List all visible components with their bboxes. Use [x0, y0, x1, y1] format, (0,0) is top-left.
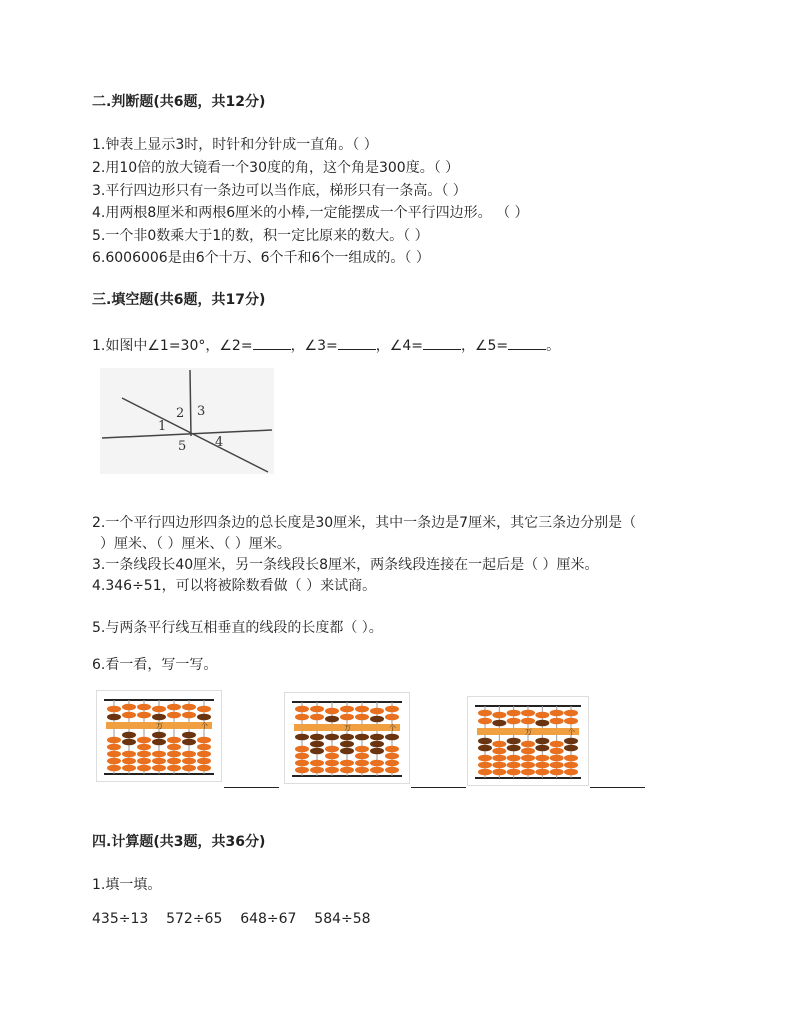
abacus-upper-bead [182, 712, 196, 719]
abacus-upper-bead [521, 718, 535, 725]
abacus-lower-bead [385, 734, 399, 741]
abacus-upper-bead [167, 712, 181, 719]
abacus-lower-bead [492, 755, 506, 762]
abacus-place-label-wan: 万 [525, 728, 532, 736]
abacus-lower-bead [507, 738, 521, 745]
abacus-lower-bead [370, 748, 384, 755]
expression-3: 648÷67 [240, 911, 297, 927]
abacus-lower-bead [478, 762, 492, 769]
abacus-lower-bead [355, 734, 369, 741]
abacus-lower-bead [507, 755, 521, 762]
angle3-blank[interactable] [338, 335, 376, 350]
expression-list [92, 910, 371, 928]
abacus-lower-bead [122, 751, 136, 758]
abacus-lower-bead [137, 744, 151, 751]
abacus-lower-bead [550, 748, 564, 755]
abacus-lower-bead [325, 760, 339, 767]
abacus-lower-bead [182, 758, 196, 765]
abacus-upper-bead [325, 708, 339, 715]
abacus-answer-2[interactable] [411, 787, 466, 788]
expression-4: 584÷58 [314, 911, 371, 927]
abacus-lower-bead [507, 769, 521, 776]
abacus-upper-bead [355, 706, 369, 713]
abacus-lower-bead [325, 753, 339, 760]
abacus-lower-bead [535, 762, 549, 769]
question-2-3: 3.平行四边形只有一条边可以当作底，梯形只有一条高。（ ） [92, 183, 467, 199]
section-2-heading: 二.判断题(共6题，共12分) [92, 94, 266, 110]
abacus-lower-bead [325, 767, 339, 774]
abacus-upper-bead [535, 712, 549, 719]
abacus-lower-bead [550, 762, 564, 769]
angle2-blank[interactable] [253, 335, 291, 350]
abacus-upper-bead [550, 710, 564, 717]
abacus-lower-bead [370, 734, 384, 741]
abacus-lower-bead [167, 751, 181, 758]
abacus-upper-bead [507, 710, 521, 717]
abacus-place-label-ge: 个 [201, 722, 208, 730]
abacus-answer-1[interactable] [224, 787, 279, 788]
abacus-lower-bead [107, 751, 121, 758]
abacus-lower-bead [521, 755, 535, 762]
abacus-lower-bead [182, 751, 196, 758]
abacus-lower-bead [385, 753, 399, 760]
abacus-place-label-wan: 万 [156, 722, 163, 730]
abacus-lower-bead [492, 748, 506, 755]
abacus-upper-bead [122, 712, 136, 719]
q1-text-a: 1.如图中∠1=30°，∠2= [92, 338, 253, 354]
abacus-place-label-ge: 个 [568, 728, 575, 736]
abacus-lower-bead [152, 739, 166, 746]
abacus-upper-bead [182, 704, 196, 711]
abacus-upper-bead [310, 714, 324, 721]
section-3-heading: 三.填空题(共6题，共17分) [92, 292, 266, 308]
abacus-lower-bead [535, 745, 549, 752]
abacus-lower-bead [122, 732, 136, 739]
abacus-upper-bead [564, 718, 578, 725]
question-3-2-line2: ）厘米、（ ）厘米、（ ）厘米。 [100, 536, 291, 552]
abacus-lower-bead [197, 744, 211, 751]
abacus-upper-bead [492, 712, 506, 719]
question-3-6: 6.看一看，写一写。 [92, 657, 218, 673]
abacus-lower-bead [197, 737, 211, 744]
abacus-upper-bead [122, 704, 136, 711]
abacus-upper-bead [137, 712, 151, 719]
abacus-lower-bead [550, 741, 564, 748]
angle-label-3: 3 [197, 404, 206, 419]
q1-text-d: ，∠5= [460, 338, 509, 354]
abacus-lower-bead [167, 744, 181, 751]
question-2-4: 4.用两根8厘米和两根6厘米的小棒,一定能摆成一个平行四边形。 （ ） [92, 205, 529, 221]
abacus-lower-bead [295, 734, 309, 741]
abacus-upper-bead [167, 704, 181, 711]
abacus-upper-bead [385, 714, 399, 721]
abacus-lower-bead [122, 739, 136, 746]
abacus-lower-bead [370, 741, 384, 748]
angle-label-5: 5 [178, 439, 187, 454]
abacus-upper-bead [370, 716, 384, 723]
question-2-1: 1.钟表上显示3时，时针和分针成一直角。（ ） [92, 137, 378, 153]
abacus-lower-bead [564, 762, 578, 769]
abacus-upper-bead [152, 706, 166, 713]
question-2-2: 2.用10倍的放大镜看一个30度的角，这个角是300度。（ ） [92, 160, 460, 176]
abacus-answer-3[interactable] [590, 787, 645, 788]
angle-figure [100, 368, 274, 474]
abacus-lower-bead [340, 767, 354, 774]
abacus-upper-bead [550, 718, 564, 725]
abacus-lower-bead [310, 741, 324, 748]
abacus-1 [96, 690, 222, 782]
abacus-lower-bead [152, 758, 166, 765]
question-2-5: 5.一个非0数乘大于1的数，积一定比原来的数大。（ ） [92, 228, 429, 244]
abacus-lower-bead [492, 769, 506, 776]
abacus-lower-bead [492, 741, 506, 748]
abacus-upper-bead [355, 714, 369, 721]
abacus-upper-bead [197, 714, 211, 721]
abacus-lower-bead [152, 765, 166, 772]
abacus-upper-bead [310, 706, 324, 713]
angle-label-1: 1 [158, 419, 167, 434]
abacus-lower-bead [310, 760, 324, 767]
figure-background [100, 368, 274, 474]
abacus-lower-bead [478, 769, 492, 776]
abacus-lower-bead [385, 767, 399, 774]
q1-text-e: 。 [546, 338, 561, 354]
abacus-lower-bead [310, 748, 324, 755]
abacus-lower-bead [535, 769, 549, 776]
abacus-lower-bead [167, 765, 181, 772]
abacus-lower-bead [295, 746, 309, 753]
abacus-lower-bead [137, 751, 151, 758]
abacus-upper-bead [152, 714, 166, 721]
abacus-upper-bead [325, 716, 339, 723]
abacus-place-label-wan: 万 [344, 724, 351, 732]
abacus-lower-bead [295, 767, 309, 774]
abacus-upper-bead [107, 706, 121, 713]
abacus-lower-bead [340, 760, 354, 767]
abacus-upper-bead [197, 706, 211, 713]
abacus-lower-bead [137, 765, 151, 772]
abacus-lower-bead [478, 738, 492, 745]
abacus-lower-bead [152, 751, 166, 758]
abacus-upper-bead [492, 720, 506, 727]
abacus-3 [467, 696, 589, 786]
abacus-lower-bead [535, 738, 549, 745]
expression-1: 435÷13 [92, 911, 149, 927]
abacus-upper-bead [478, 710, 492, 717]
abacus-lower-bead [550, 769, 564, 776]
abacus-upper-bead [507, 718, 521, 725]
abacus-upper-bead [295, 706, 309, 713]
abacus-upper-bead [137, 704, 151, 711]
question-4-1: 1.填一填。 [92, 877, 162, 893]
abacus-2 [284, 692, 410, 784]
abacus-lower-bead [152, 732, 166, 739]
abacus-upper-bead [295, 714, 309, 721]
abacus-lower-bead [355, 760, 369, 767]
angle5-blank[interactable] [508, 335, 546, 350]
question-2-6: 6.6006006是由6个十万、6个千和6个一组成的。（ ） [92, 250, 430, 266]
abacus-lower-bead [564, 745, 578, 752]
abacus-lower-bead [137, 737, 151, 744]
abacus-lower-bead [355, 746, 369, 753]
abacus-lower-bead [564, 769, 578, 776]
angle-label-2: 2 [176, 406, 185, 421]
abacus-lower-bead [107, 737, 121, 744]
question-3-5: 5.与两条平行线互相垂直的线段的长度都（ ）。 [92, 620, 383, 636]
abacus-lower-bead [370, 767, 384, 774]
abacus-lower-bead [310, 734, 324, 741]
abacus-upper-bead [385, 706, 399, 713]
vertical-line [190, 370, 191, 436]
abacus-lower-bead [521, 769, 535, 776]
abacus-lower-bead [521, 762, 535, 769]
abacus-lower-bead [564, 755, 578, 762]
question-3-3: 3.一条线段长40厘米，另一条线段长8厘米，两条线段连接在一起后是（ ）厘米。 [92, 557, 599, 573]
abacus-lower-bead [521, 748, 535, 755]
abacus-lower-bead [295, 753, 309, 760]
angle4-blank[interactable] [423, 335, 461, 350]
abacus-lower-bead [478, 755, 492, 762]
abacus-lower-bead [564, 738, 578, 745]
abacus-lower-bead [182, 765, 196, 772]
abacus-lower-bead [521, 741, 535, 748]
abacus-upper-bead [370, 708, 384, 715]
abacus-lower-bead [167, 737, 181, 744]
abacus-lower-bead [325, 746, 339, 753]
abacus-lower-bead [385, 746, 399, 753]
abacus-lower-bead [340, 748, 354, 755]
abacus-upper-bead [340, 706, 354, 713]
abacus-lower-bead [385, 760, 399, 767]
abacus-lower-bead [107, 765, 121, 772]
abacus-lower-bead [197, 765, 211, 772]
abacus-lower-bead [325, 734, 339, 741]
question-3-2-line1: 2.一个平行四边形四条边的总长度是30厘米，其中一条边是7厘米，其它三条边分别是（ [92, 515, 637, 531]
abacus-lower-bead [197, 758, 211, 765]
abacus-lower-bead [478, 745, 492, 752]
abacus-lower-bead [355, 753, 369, 760]
abacus-lower-bead [535, 755, 549, 762]
q1-text-b: ，∠3= [290, 338, 338, 354]
abacus-upper-bead [340, 714, 354, 721]
abacus-place-label-ge: 个 [389, 724, 396, 732]
abacus-lower-bead [492, 762, 506, 769]
abacus-upper-bead [107, 714, 121, 721]
abacus-lower-bead [340, 741, 354, 748]
abacus-lower-bead [137, 758, 151, 765]
abacus-upper-bead [535, 720, 549, 727]
abacus-lower-bead [107, 758, 121, 765]
abacus-lower-bead [340, 734, 354, 741]
abacus-lower-bead [295, 760, 309, 767]
abacus-lower-bead [355, 767, 369, 774]
abacus-lower-bead [122, 758, 136, 765]
abacus-lower-bead [182, 739, 196, 746]
abacus-lower-bead [550, 755, 564, 762]
question-3-1 [92, 335, 560, 355]
abacus-lower-bead [197, 751, 211, 758]
abacus-lower-bead [167, 758, 181, 765]
abacus-upper-bead [521, 710, 535, 717]
abacus-upper-bead [564, 710, 578, 717]
abacus-lower-bead [370, 760, 384, 767]
question-3-4: 4.346÷51，可以将被除数看做（ ）来试商。 [92, 578, 377, 594]
q1-text-c: ，∠4= [375, 338, 423, 354]
abacus-lower-bead [182, 732, 196, 739]
abacus-lower-bead [507, 745, 521, 752]
abacus-upper-bead [478, 718, 492, 725]
abacus-lower-bead [310, 767, 324, 774]
abacus-lower-bead [507, 762, 521, 769]
abacus-lower-bead [107, 744, 121, 751]
angle-label-4: 4 [215, 435, 224, 450]
expression-2: 572÷65 [166, 911, 223, 927]
section-4-heading: 四.计算题(共3题，共36分) [92, 834, 266, 850]
abacus-lower-bead [122, 765, 136, 772]
